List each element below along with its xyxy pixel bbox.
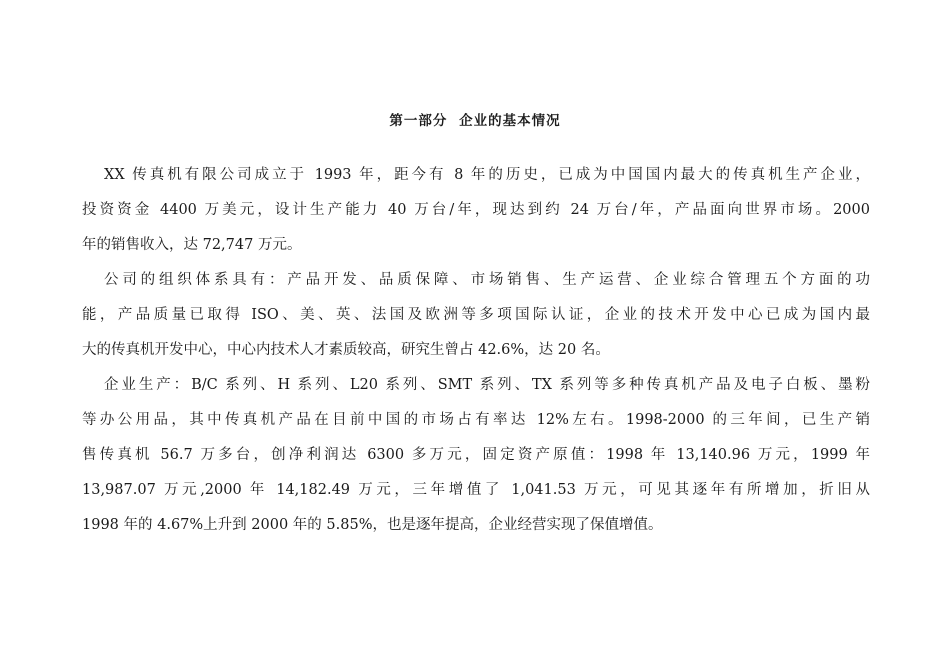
paragraph-3-line-4: 13,987.07 万元,2000 年 14,182.49 万元，三年增值了 1,041.53 万元，可见其逐年有所增加，折旧从 bbox=[82, 482, 870, 498]
paragraph-1-line-1: XX 传真机有限公司成立于 1993 年，距今有 8 年的历史，已成为中国国内最大的传真机生产企业， bbox=[104, 167, 870, 183]
paragraph-2-line-2: 能，产品质量已取得 ISO、美、英、法国及欧洲等多项国际认证，企业的技术开发中心已成为国内最 bbox=[82, 307, 870, 323]
paragraph-3-line-5: 1998 年的 4.67%上升到 2000 年的 5.85%，也是逐年提高，企业经营实现了保值增值。 bbox=[82, 517, 663, 533]
paragraph-2-line-3: 大的传真机开发中心，中心内技术人才素质较高，研究生曾占 42.6%，达 20 名。 bbox=[82, 342, 610, 358]
paragraph-2-line-1: 公司的组织体系具有：产品开发、品质保障、市场销售、生产运营、企业综合管理五个方面的功 bbox=[104, 272, 870, 288]
paragraph-3-line-1: 企业生产：B/C 系列、H 系列、L20 系列、SMT 系列、TX 系列等多种传真机产品及电子白板、墨粉 bbox=[104, 377, 870, 393]
paragraph-1-line-3: 年的销售收入，达 72,747 万元。 bbox=[82, 237, 302, 253]
paragraph-3-line-3: 售传真机 56.7 万多台，创净利润达 6300 多万元，固定资产原值：1998 年 13,140.96 万元，1999 年 bbox=[82, 447, 870, 463]
section-title: 第一部分 企业的基本情况 bbox=[389, 113, 561, 129]
paragraph-3-line-2: 等办公用品，其中传真机产品在目前中国的市场占有率达 12%左右。1998-2000 的三年间，已生产销 bbox=[82, 412, 870, 428]
paragraph-1-line-2: 投资资金 4400 万美元，设计生产能力 40 万台/年，现达到约 24 万台/年，产品面向世界市场。2000 bbox=[82, 202, 870, 218]
